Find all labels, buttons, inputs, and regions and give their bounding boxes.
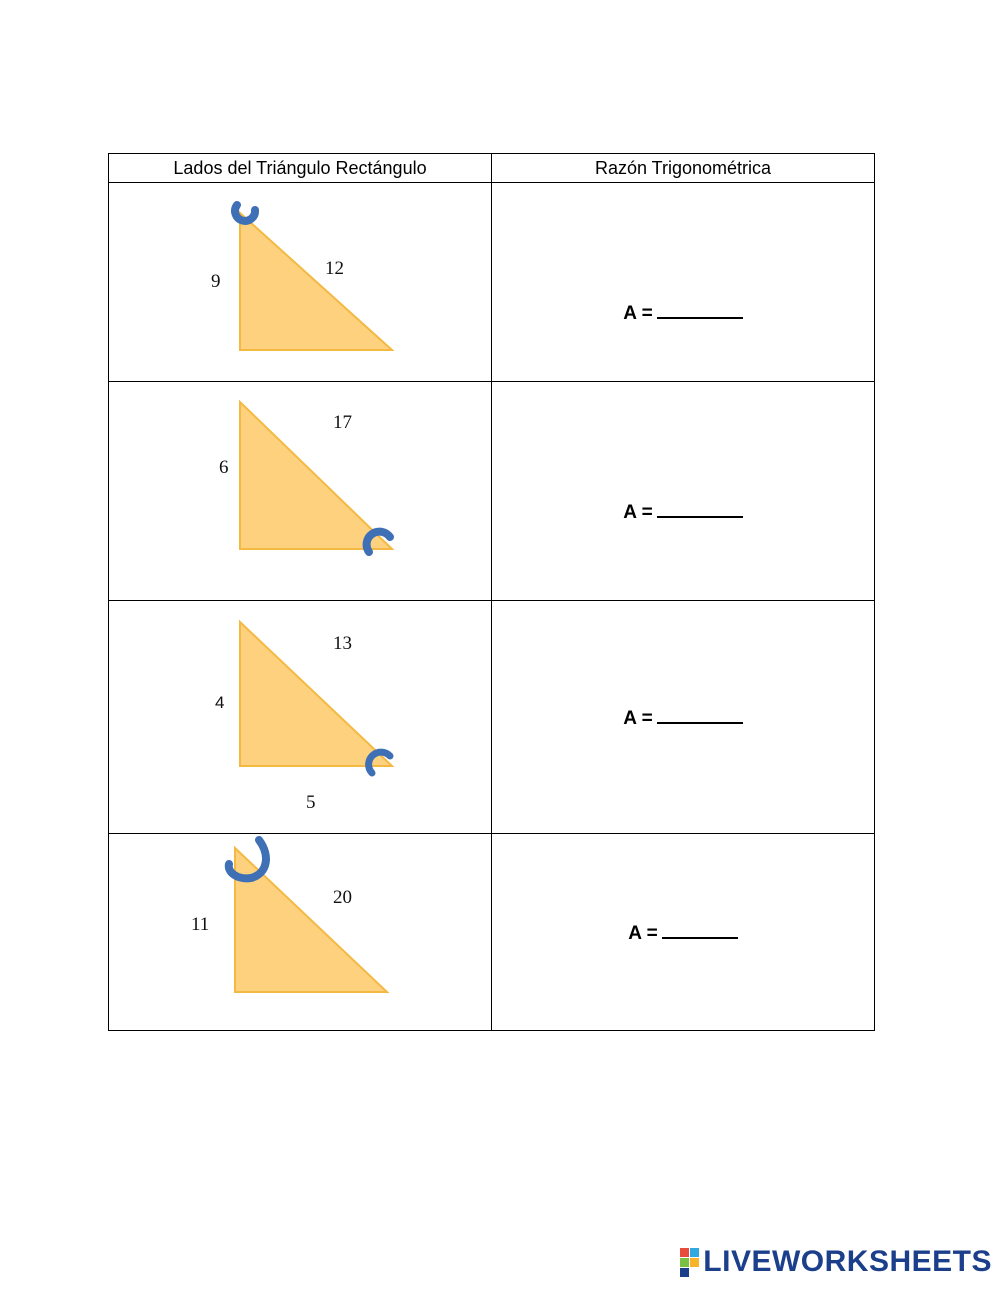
answer-line xyxy=(492,458,874,524)
brand-name: LIVEWORKSHEETS xyxy=(703,1245,992,1278)
header-row xyxy=(109,154,875,183)
worksheet-table xyxy=(108,153,875,1031)
side-label: 5 xyxy=(306,792,316,813)
triangle-cell xyxy=(109,834,492,1031)
table-row xyxy=(109,183,875,382)
header-ratio: Razón Trigonométrica xyxy=(492,154,875,183)
table-row xyxy=(109,834,875,1031)
side-label: 9 xyxy=(211,271,221,292)
answer-label: A = xyxy=(623,708,653,729)
right-triangle xyxy=(240,402,392,549)
table-row xyxy=(109,601,875,834)
answer-input[interactable] xyxy=(657,704,743,724)
right-triangle-figure xyxy=(109,601,491,833)
side-label: 17 xyxy=(333,412,352,433)
header-sides: Lados del Triángulo Rectángulo xyxy=(109,154,492,183)
side-label: 13 xyxy=(333,633,352,654)
ratio-cell xyxy=(492,601,875,834)
answer-label: A = xyxy=(623,303,653,324)
right-triangle xyxy=(240,213,392,350)
table-row xyxy=(109,382,875,601)
right-triangle-figure xyxy=(109,382,491,600)
ratio-cell xyxy=(492,834,875,1031)
ratio-cell xyxy=(492,382,875,601)
right-triangle-figure xyxy=(109,183,491,381)
brand-logo xyxy=(680,1245,992,1279)
answer-input[interactable] xyxy=(657,498,743,518)
ratio-cell xyxy=(492,183,875,382)
answer-input[interactable] xyxy=(662,919,738,939)
right-triangle-figure xyxy=(109,834,491,1030)
right-triangle xyxy=(235,848,387,992)
side-label: 11 xyxy=(191,914,210,935)
answer-label: A = xyxy=(628,923,658,944)
side-label: 20 xyxy=(333,887,352,908)
right-triangle xyxy=(240,622,392,766)
side-label: 12 xyxy=(325,258,344,279)
side-label: 6 xyxy=(219,457,229,478)
triangle-cell xyxy=(109,183,492,382)
triangle-cell xyxy=(109,601,492,834)
liveworksheets-logo-icon xyxy=(680,1248,699,1277)
answer-input[interactable] xyxy=(657,299,743,319)
answer-label: A = xyxy=(623,502,653,523)
triangle-cell xyxy=(109,382,492,601)
answer-line xyxy=(492,704,874,730)
answer-line xyxy=(492,239,874,325)
side-label: 4 xyxy=(215,693,225,712)
angle-arc-icon xyxy=(235,205,255,221)
answer-line xyxy=(492,919,874,945)
